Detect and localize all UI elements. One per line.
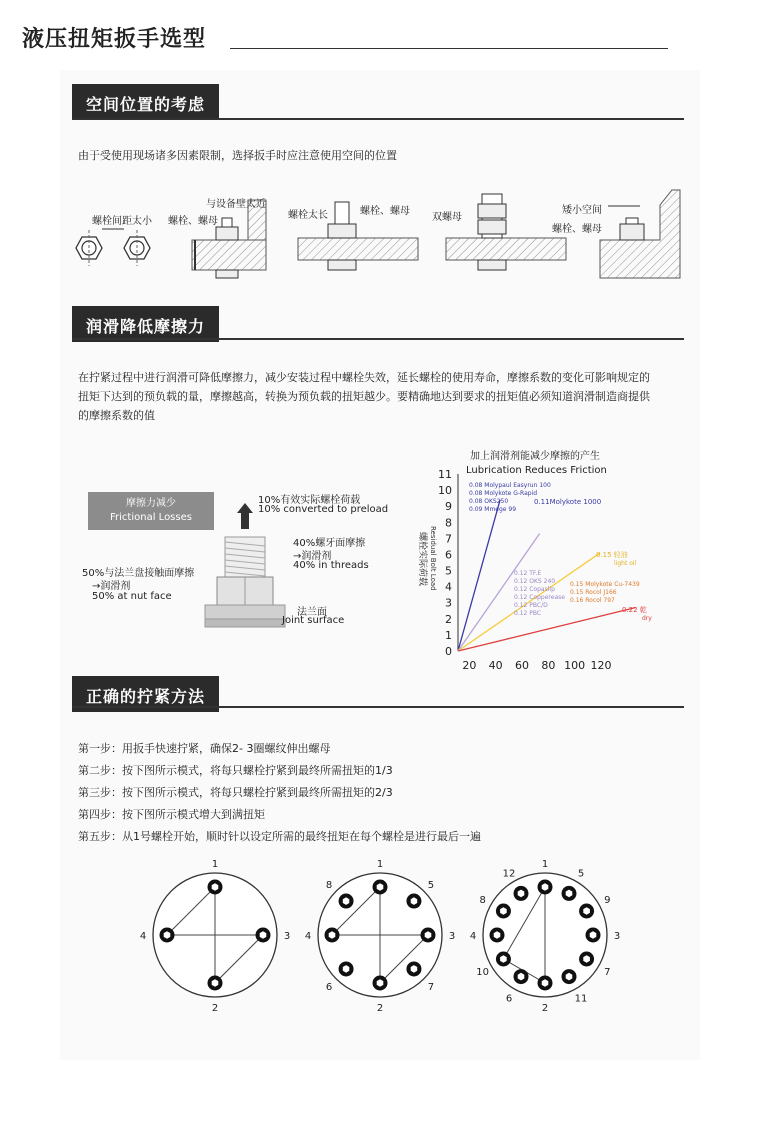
x-tick-label: 40 — [488, 659, 503, 672]
section-rule — [72, 338, 684, 340]
x-tick-label: 20 — [462, 659, 477, 672]
bolt-friction-illustration — [195, 495, 305, 635]
threads-label-en: 40% in threads — [293, 560, 369, 571]
y-tick-label: 3 — [445, 596, 452, 610]
bolt-number: 2 — [376, 1003, 384, 1014]
flange-12-bolt — [470, 859, 620, 1014]
x-tick-label: 120 — [590, 659, 612, 672]
frictional-losses-cn: 摩擦力减少 — [126, 498, 176, 509]
joint-label-en: Joint surface — [282, 615, 345, 626]
bolt-number: 8 — [325, 880, 333, 892]
preload-label-en: 10% converted to preload — [258, 504, 389, 515]
section-heading-lubrication: 润滑降低摩擦力 — [72, 306, 219, 342]
annotation: 0.12 Copperease — [514, 594, 565, 601]
label-near-wall: 与设备壁太近 — [206, 199, 266, 210]
section-rule — [72, 118, 684, 120]
bolt-number: 5 — [427, 880, 435, 892]
y-tick-label: 0 — [445, 645, 452, 658]
bolt-number: 2 — [211, 1003, 219, 1014]
section-heading-space: 空间位置的考虑 — [72, 84, 219, 120]
y-tick-label: 2 — [445, 612, 452, 626]
label-bolt-nut-2: 螺栓、螺母 — [360, 206, 410, 217]
space-diagrams — [60, 180, 700, 290]
annotation: 0.16 Rocol 797 — [570, 597, 615, 604]
nut-face-label-cn: 50%与法兰盘接触面摩擦 — [82, 568, 195, 579]
diagram-narrow-space — [600, 190, 680, 278]
chart-ylabel: 螺栓实际荷载 — [417, 532, 427, 587]
section2-text-1: 在拧紧过程中进行润滑可降低摩擦力，减少安装过程中螺栓失效，延长螺栓的使用寿命，摩擦系数的变化可影响规定的 — [78, 371, 650, 384]
section-rule — [72, 706, 684, 708]
y-tick-label: 7 — [445, 532, 452, 546]
y-tick-label: 1 — [445, 628, 452, 642]
diagram-double-nut — [446, 194, 566, 270]
annotation: 0.09 Mmege 99 — [469, 506, 517, 513]
series-line — [458, 500, 500, 651]
joint-label-cn: 法兰面 — [297, 607, 327, 618]
section-heading-tightening: 正确的拧紧方法 — [72, 676, 219, 712]
annotation: 0.11Molykote 1000 — [534, 498, 602, 506]
bolt-number: 4 — [469, 931, 477, 942]
annotation: 0.15 轻油 — [596, 551, 628, 559]
step-1: 第一步：用扳手快速拧紧，确保2- 3圈螺纹伸出螺母 — [78, 742, 331, 755]
label-bolt-nut-1: 螺栓、螺母 — [168, 216, 218, 227]
bolt-number: 7 — [604, 967, 611, 978]
bolt-number: 1 — [541, 859, 549, 870]
page-title: 液压扭矩扳手选型 — [22, 27, 207, 52]
bolt-number: 6 — [325, 981, 333, 993]
annotation: light oil — [614, 560, 637, 567]
bolt-number: 8 — [479, 895, 486, 906]
step-4: 第四步：按下图所示模式增大到满扭矩 — [78, 808, 265, 821]
annotation: 0.22 乾 — [622, 606, 647, 614]
y-tick-label: 4 — [445, 580, 452, 594]
annotation: 0.12 Copaslip — [514, 586, 555, 593]
y-tick-label: 9 — [445, 500, 452, 514]
annotation: 0.15 Molykote Cu-7439 — [570, 581, 640, 588]
series-line — [458, 608, 636, 651]
chart-subtitle: Lubrication Reduces Friction — [466, 465, 607, 476]
x-tick-label: 100 — [564, 659, 586, 672]
label-bolt-spacing: 螺栓间距太小 — [92, 216, 152, 227]
y-tick-label: 11 — [438, 468, 452, 481]
bolt-number: 1 — [211, 859, 219, 870]
frictional-losses-en: Frictional Losses — [110, 512, 192, 523]
bolt-number: 12 — [502, 868, 516, 880]
nut-face-label-cn2: →润滑剂 — [92, 581, 131, 592]
label-narrow-space: 矮小空间 — [562, 205, 602, 216]
bolt-number: 4 — [304, 931, 312, 942]
annotation: dry — [642, 615, 652, 622]
annotation: 0.12 PBC — [514, 610, 542, 617]
diagram-bolt-spacing — [76, 229, 150, 266]
annotation: 0.08 OKS250 — [469, 498, 509, 505]
lubrication-chart — [410, 440, 680, 680]
step-5: 第五步：从1号螺栓开始，顺时针以设定所需的最终扭矩在每个螺栓是进行最后一遍 — [78, 830, 481, 843]
bolt-number: 3 — [448, 931, 456, 942]
chart-title: 加上润滑剂能减少摩擦的产生 — [470, 451, 600, 462]
bolt-number: 10 — [476, 967, 490, 978]
flange-patterns — [130, 850, 650, 1020]
x-tick-label: 80 — [541, 659, 556, 672]
title-rule — [230, 48, 668, 49]
label-double-nut: 双螺母 — [432, 212, 462, 223]
annotation: 0.08 Molykote G-Rapid — [469, 490, 538, 497]
annotation: 0.12 TF.E — [514, 570, 542, 577]
bolt-number: 11 — [574, 993, 588, 1005]
bolt-number: 7 — [427, 981, 435, 993]
bolt-number: 4 — [139, 931, 147, 942]
annotation: 0.12 PBC/D — [514, 602, 548, 609]
bolt-number: 5 — [577, 868, 585, 880]
label-bolt-too-long: 螺栓太长 — [288, 210, 328, 221]
tightening-steps — [78, 738, 481, 848]
bolt-number: 3 — [613, 931, 621, 942]
flange-4-bolt — [140, 859, 290, 1014]
x-tick-label: 60 — [515, 659, 529, 672]
section2-text-2: 扭矩下达到的预负载的量，摩擦越高，转换为预负载的扭矩越少。要精确地达到要求的扭矩值必须知道润滑制造商提供 — [78, 390, 650, 403]
y-tick-label: 6 — [445, 548, 452, 562]
threads-label-cn2: →润滑剂 — [293, 551, 332, 562]
bolt-number: 2 — [541, 1003, 549, 1014]
nut-face-label-en: 50% at nut face — [92, 591, 172, 602]
label-bolt-nut-3: 螺栓、螺母 — [552, 224, 602, 235]
y-tick-label: 10 — [438, 484, 452, 498]
bolt-number: 3 — [283, 931, 291, 942]
bolt-number: 1 — [376, 859, 384, 870]
bolt-number: 6 — [505, 993, 513, 1005]
flange-8-bolt — [305, 859, 455, 1014]
annotation: 0.08 Molypaul Easyrun 100 — [469, 482, 551, 489]
chart-ylabel-en: Residual Bolt Load — [429, 526, 437, 591]
preload-label-cn: 10%有效实际螺栓荷载 — [258, 495, 361, 506]
annotation: 0.15 Rocol J166 — [570, 589, 617, 596]
step-2: 第二步：按下图所示模式，将每只螺栓拧紧到最终所需扭矩的1/3 — [78, 764, 393, 777]
bolt-number: 9 — [604, 895, 611, 906]
y-tick-label: 8 — [445, 516, 452, 530]
section1-text: 由于受使用现场诸多因素限制，选择扳手时应注意使用空间的位置 — [78, 149, 397, 162]
threads-label-cn: 40%螺牙面摩擦 — [293, 538, 366, 549]
annotation: 0.12 OKS 240 — [514, 578, 556, 585]
chart-annotations — [469, 482, 652, 622]
y-tick-label: 5 — [445, 564, 452, 578]
section2-text-3: 的摩擦系数的值 — [78, 409, 155, 422]
step-3: 第三步：按下图所示模式，将每只螺栓拧紧到最终所需扭矩的2/3 — [78, 786, 393, 799]
